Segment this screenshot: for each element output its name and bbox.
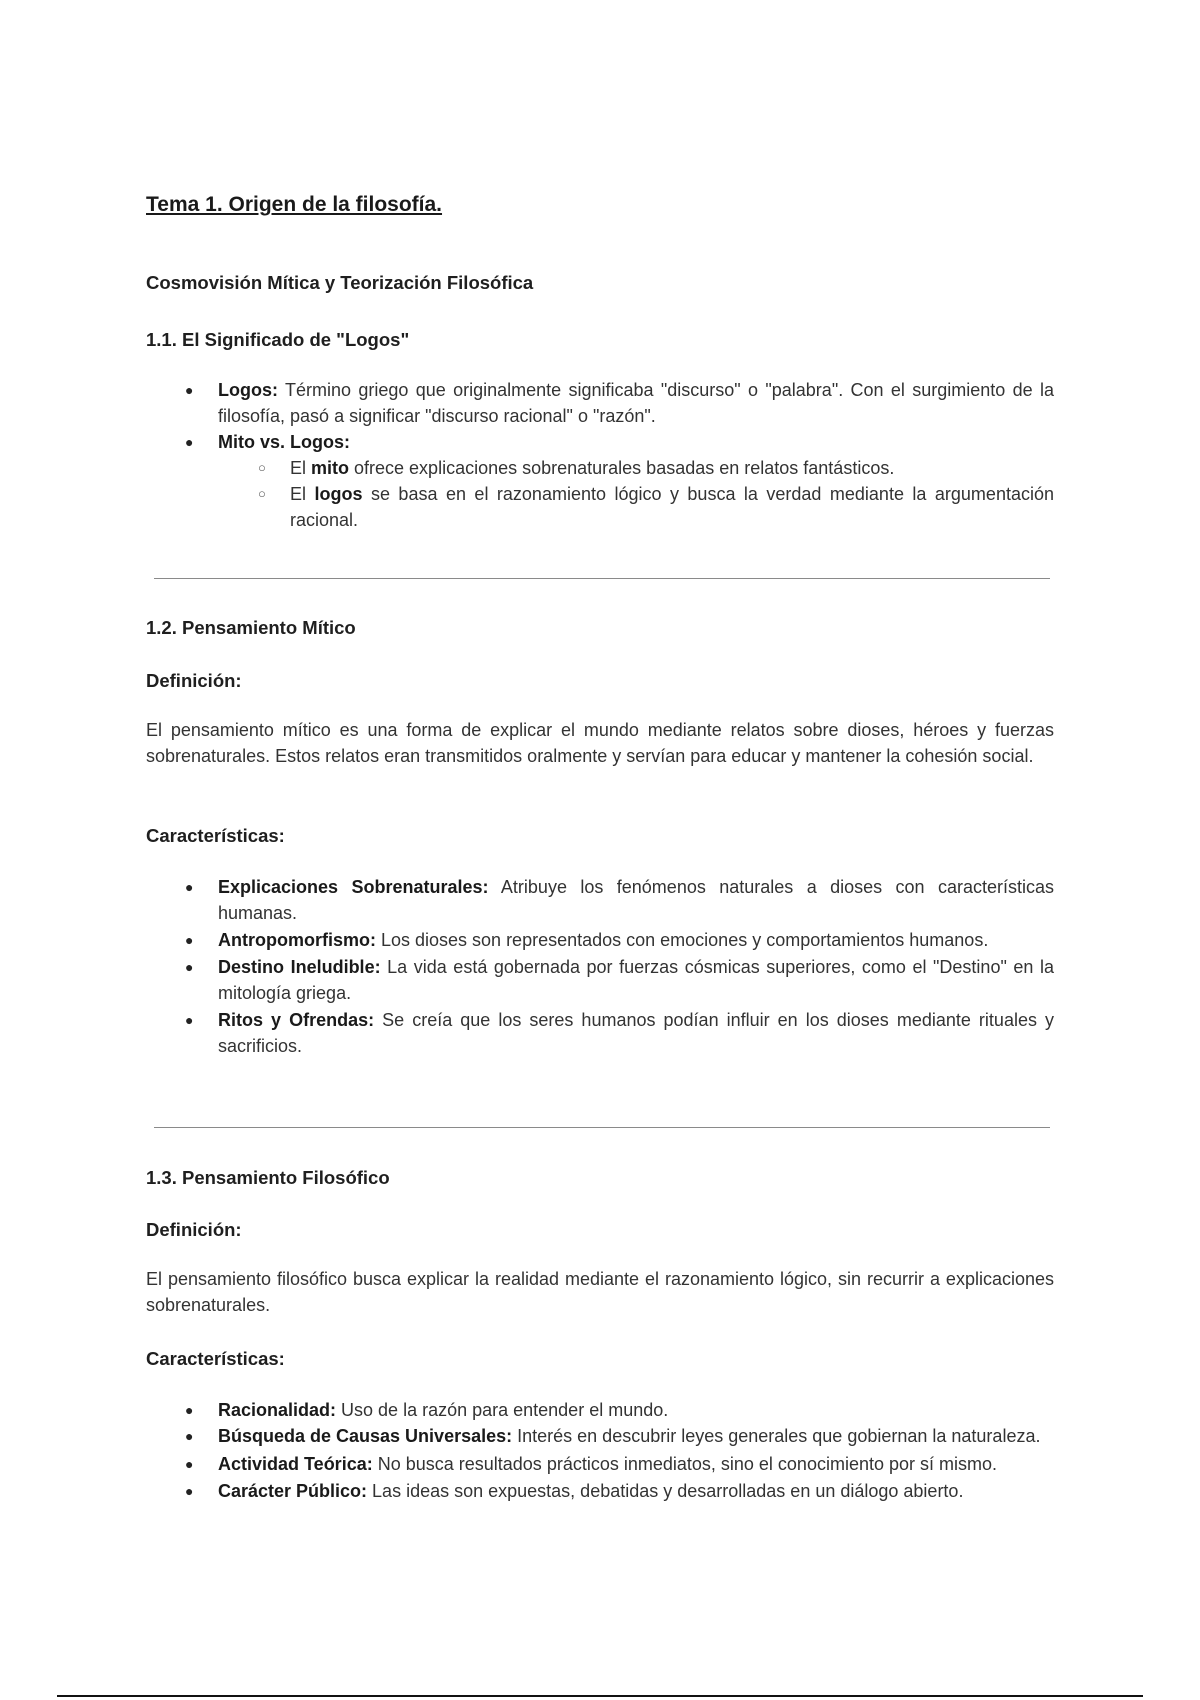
bullet-icon: ● (185, 1456, 194, 1472)
sub-item-text: ofrece explicaciones sobrenaturales basadas en relatos fantásticos. (349, 458, 895, 478)
bullet-icon: ● (185, 382, 194, 398)
bullet-icon: ● (185, 1428, 194, 1444)
list-item (185, 927, 1054, 953)
section-1-3-list (146, 1397, 1054, 1504)
list-item-term: Antropomorfismo: (218, 930, 376, 950)
list-item (185, 874, 1054, 926)
list-item (185, 954, 1055, 1006)
sub-list-item (258, 481, 1054, 533)
sub-item-prefix: El (290, 458, 312, 478)
section-1-3-heading: 1.3. Pensamiento Filosófico (146, 1167, 390, 1188)
section-1-2-heading: 1.2. Pensamiento Mítico (146, 617, 356, 638)
list-item (185, 1397, 1054, 1423)
section-1-1-list (146, 377, 1054, 533)
sub-list-item (258, 455, 1054, 481)
list-item-text: No busca resultados prácticos inmediatos, sino el conocimiento por sí mismo. (372, 1454, 997, 1474)
list-item (185, 1007, 1054, 1059)
characteristics-label: Características: (146, 1348, 285, 1369)
definition-label: Definición: (146, 1219, 242, 1240)
section-divider (154, 578, 1050, 579)
characteristics-label: Características: (146, 825, 285, 846)
list-item-text: Se creía que los seres humanos podían influir en los dioses mediante rituales y sacrificios. (218, 1010, 1054, 1056)
list-item-term: Búsqueda de Causas Universales: (218, 1426, 513, 1446)
definition-text: El pensamiento mítico es una forma de explicar el mundo mediante relatos sobre dioses, héroes y fuerzas sobrenaturales. Estos relatos eran transmitidos oralmente y servían para educar y mantener la cohesión social. (146, 720, 1054, 766)
bullet-icon: ● (185, 434, 194, 450)
sub-item-prefix: El (290, 484, 315, 504)
bullet-icon: ● (185, 879, 194, 895)
page-bottom-border (57, 1695, 1143, 1697)
bullet-icon: ● (185, 932, 194, 948)
list-item-text: Interés en descubrir leyes generales que gobiernan la naturaleza. (512, 1426, 1041, 1446)
bullet-icon: ● (185, 1402, 194, 1418)
definition-text: El pensamiento filosófico busca explicar la realidad mediante el razonamiento lógico, sin recurrir a explicaciones sobrenaturales. (146, 1269, 1054, 1315)
list-item (185, 1451, 1054, 1477)
list-item-text: Término griego que originalmente significaba "discurso" o "palabra". Con el surgimiento de la filosofía, pasó a significar "discurso racional" o "razón". (218, 380, 1054, 426)
document-subtitle: Cosmovisión Mítica y Teorización Filosófica (146, 272, 534, 293)
list-item-text: Atribuye los fenómenos naturales a dioses con características humanas. (218, 877, 1054, 923)
page-title: Tema 1. Origen de la filosofía. (146, 193, 443, 216)
list-item-term: Racionalidad: (218, 1400, 337, 1420)
list-item (185, 377, 1054, 429)
list-item-term: Actividad Teórica: (218, 1454, 373, 1474)
section-1-2-list (146, 874, 1054, 1059)
list-item (185, 429, 1054, 533)
list-item-text: Uso de la razón para entender el mundo. (336, 1400, 669, 1420)
sub-item-text: se basa en el razonamiento lógico y busca la verdad mediante la argumentación racional. (290, 484, 1054, 530)
list-item-term: Ritos y Ofrendas: (218, 1010, 375, 1030)
list-item-term: Explicaciones Sobrenaturales: (218, 877, 489, 897)
sub-item-term: logos (314, 484, 363, 504)
bullet-icon: ● (185, 1483, 194, 1499)
list-item (185, 1423, 1054, 1449)
list-item-text: Los dioses son representados con emociones y comportamientos humanos. (375, 930, 989, 950)
list-item (185, 1478, 1054, 1504)
list-item-term: Mito vs. Logos: (218, 432, 350, 452)
bullet-icon: ● (185, 1012, 194, 1028)
list-item-text: La vida está gobernada por fuerzas cósmicas superiores, como el "Destino" en la mitología griega. (218, 957, 1055, 1003)
bullet-icon: ● (185, 959, 194, 975)
sub-item-term: mito (311, 458, 350, 478)
definition-label: Definición: (146, 670, 242, 691)
section-1-1-heading: 1.1. El Significado de "Logos" (146, 329, 410, 350)
sub-list (218, 455, 1054, 533)
list-item-text: Las ideas son expuestas, debatidas y desarrolladas en un diálogo abierto. (367, 1481, 964, 1501)
list-item-term: Destino Ineludible: (218, 957, 381, 977)
list-item-term: Logos: (218, 380, 278, 400)
list-item-term: Carácter Público: (218, 1481, 368, 1501)
circle-bullet-icon: ○ (258, 460, 266, 475)
circle-bullet-icon: ○ (258, 486, 266, 501)
section-divider (154, 1127, 1050, 1128)
